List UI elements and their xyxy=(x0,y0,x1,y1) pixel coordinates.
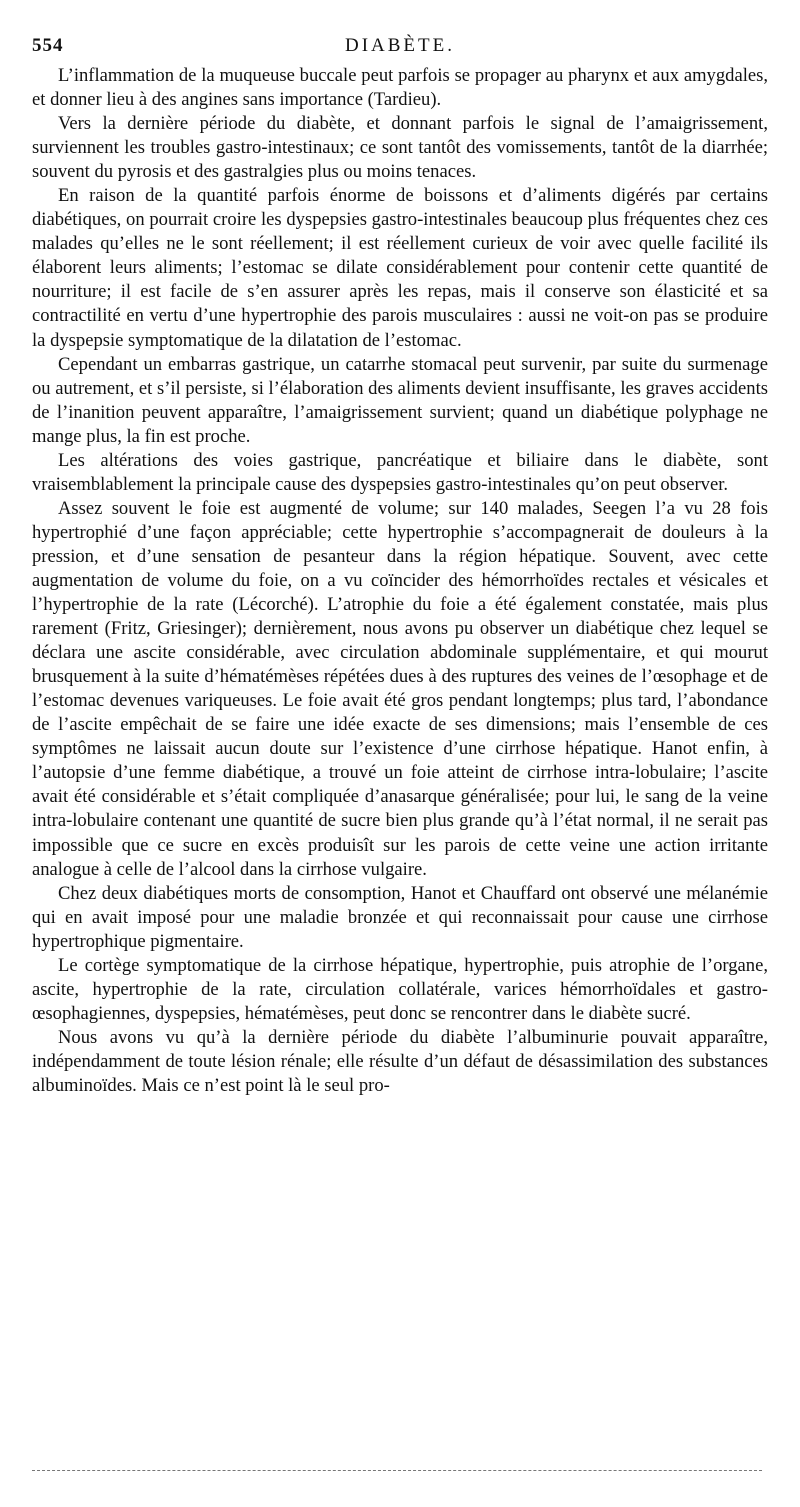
paragraph: Vers la dernière période du diabète, et donnant parfois le signal de l’amaigrissement, surviennent les troubles gastro-intestinaux; ce sont tantôt des vomissements, tantôt de la diarrhée; souvent du pyrosis et des gastralgies plus ou moins tenaces. xyxy=(32,113,768,183)
paragraph: Chez deux diabétiques morts de consomption, Hanot et Chauffard ont observé une mélanémie qui en avait imposé pour une maladie bronzée et qui reconnaissait pour cause une cirrhose hypertrophique pigmentaire. xyxy=(32,882,768,952)
page-header xyxy=(32,34,768,58)
paragraph: Nous avons vu qu’à la dernière période du diabète l’albuminurie pouvait apparaître, indépendamment de toute lésion rénale; elle résulte d’un défaut de désassimilation des substances albuminoïdes. Mais ce n’est point là le seul pro- xyxy=(32,1026,768,1096)
paragraph: Le cortège symptomatique de la cirrhose hépatique, hypertrophie, puis atrophie de l’organe, ascite, hypertrophie de la rate, circulation collatérale, varices hémorrhoïdales et gastro-œsophagiennes, dyspepsies, hématémèses, peut donc se rencontrer dans le diabète sucré. xyxy=(32,954,768,1024)
body-text xyxy=(32,64,768,1098)
paragraph: Les altérations des voies gastrique, pancréatique et biliaire dans le diabète, sont vraisemblablement la principale cause des dyspepsies gastro-intestinales qu’on peut observer. xyxy=(32,449,768,495)
paragraph: L’inflammation de la muqueuse buccale peut parfois se propager au pharynx et aux amygdales, et donner lieu à des angines sans importance (Tardieu). xyxy=(32,65,768,111)
paragraph: En raison de la quantité parfois énorme de boissons et d’aliments digérés par certains diabétiques, on pourrait croire les dyspepsies gastro-intestinales beaucoup plus fréquentes chez ces malades qu’elles ne le sont réellement; il est réellement curieux de voir avec quelle facilité ils élaborent leurs aliments; l’estomac se dilate considérablement pour contenir cette quantité de nourriture; il est facile de s’en assurer après les repas, mais il conserve son élasticité et sa contractilité en vertu d’une hypertrophie des parois musculaires : aussi ne voit-on pas se produire la dyspepsie symptomatique de la dilatation de l’estomac. xyxy=(32,185,768,351)
page-number: 554 xyxy=(32,35,64,56)
paragraph: Cependant un embarras gastrique, un catarrhe stomacal peut survenir, par suite du surmenage ou autrement, et s’il persiste, si l’élaboration des aliments devient insuffisante, les graves accidents de l’inanition peuvent apparaître, l’amaigrissement survient; quand un diabétique polyphage ne mange plus, la fin est proche. xyxy=(32,353,768,447)
paragraph: Assez souvent le foie est augmenté de volume; sur 140 malades, Seegen l’a vu 28 fois hypertrophié d’une façon appréciable; cette hypertrophie s’accompagnerait de douleurs à la pression, et d’une sensation de pesanteur dans la région hépatique. Souvent, avec cette augmentation de volume du foie, on a vu coïncider des hémorrhoïdes rectales et vésicales et l’hypertrophie de la rate (Lécorché). L’atrophie du foie a été également constatée, mais plus rarement (Fritz, Griesinger); dernièrement, nous avons pu observer un diabétique chez lequel se déclara une ascite considérable, avec circulation abdominale supplémentaire, et qui mourut brusquement à la suite d’hématémèses répétées dues à des ruptures des veines de l’œsophage et de l’estomac devenues variqueuses. Le foie avait été gros pendant longtemps; plus tard, l’abondance de l’ascite empêchait de se faire une idée exacte de ses dimensions; mais l’ensemble de ces symptômes ne laissait aucun doute sur l’existence d’une cirrhose hépatique. Hanot enfin, à l’autopsie d’une femme diabétique, a trouvé un foie atteint de cirrhose intra-lobulaire; l’ascite avait été considérable et s’était compliquée d’anasarque généralisée; pour lui, le sang de la veine intra-lobulaire contenant une quantité de sucre bien plus grande qu’à l’état normal, il ne serait pas impossible que ce sucre en excès produisît sur les parois de cette veine une action irritante analogue à celle de l’alcool dans la cirrhose vulgaire. xyxy=(32,497,768,880)
footer-dotted-rule xyxy=(32,1470,762,1471)
running-title: DIABÈTE. xyxy=(344,35,455,56)
